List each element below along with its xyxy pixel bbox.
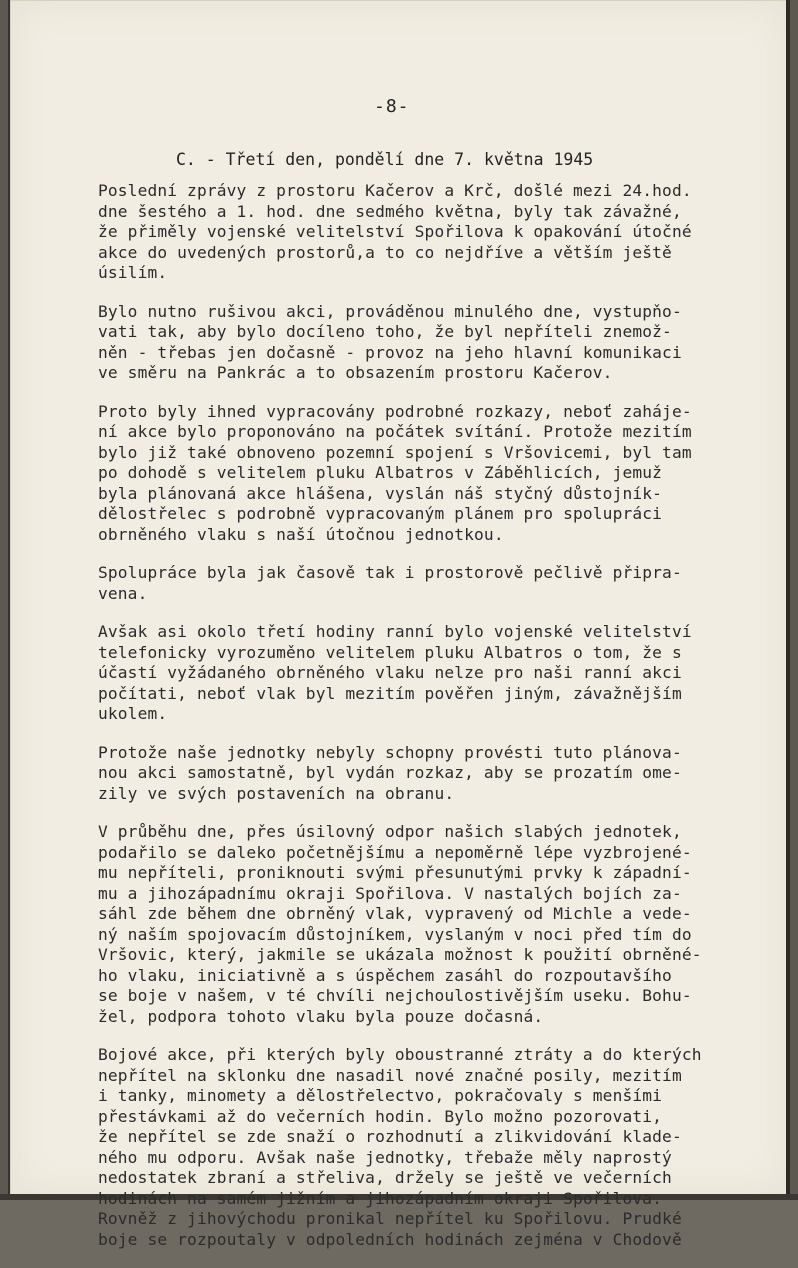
text-line: ný naším spojovacím důstojníkem, vyslaným v noci před tím do <box>98 924 692 944</box>
text-line: že nepřítel se zde snaží o rozhodnutí a zlikvidování klade- <box>98 1127 682 1146</box>
text-line: Protože naše jednotky nebyly schopny provésti tuto plánova- <box>98 742 682 762</box>
text-line: počítati, neboť vlak byl mezitím pověřen jiným, závažnějším <box>98 683 682 703</box>
paragraph <box>98 743 762 805</box>
text-line: akce do uvedených prostorů,a to co nejdříve a větším ještě <box>98 242 672 262</box>
text-line: hodinách na samém jižním a jihozápadním okraji Spořilova. <box>98 1188 663 1208</box>
text-line: telefonicky vyrozuměno velitelem pluku Albatros o tom, že s <box>98 642 682 662</box>
text-line: dělostřelec s podrobně vypracovaným plánem pro spolupráci <box>98 504 663 523</box>
text-line: ní akce bylo proponováno na počátek svítání. Protože mezitím <box>98 422 692 441</box>
text-line: něn - třebas jen dočasně - provoz na jeho hlavní komunikaci <box>98 342 682 362</box>
text-line: podařilo se daleko početnějšímu a nepoměrně lépe vyzbrojené- <box>98 842 692 862</box>
page-edge-left <box>8 0 10 1196</box>
text-line: nepřítel na sklonku dne nasadil nové značné posily, mezitím <box>98 1065 682 1085</box>
text-line: nedostatek zbraní a střeliva, držely se ještě ve večerních <box>98 1168 672 1187</box>
text-line: ve směru na Pankrác a to obsazením prostoru Kačerov. <box>98 363 613 382</box>
text-line: sáhl zde během dne obrněný vlak, vypravený od Michle a vede- <box>98 904 692 923</box>
paragraph <box>98 622 762 725</box>
paragraph <box>98 1045 762 1250</box>
text-line: Rovněž z jihovýchodu pronikal nepřítel ku Spořilovu. Prudké <box>98 1209 682 1228</box>
text-line: přestávkami až do večerních hodin. Bylo možno pozorovati, <box>98 1106 663 1126</box>
text-line: vena. <box>98 583 148 603</box>
paragraph <box>98 181 762 284</box>
paragraph <box>98 302 762 384</box>
text-line: úsilím. <box>98 263 168 282</box>
section-title: C. - Třetí den, pondělí dne 7. května 1945 <box>176 150 594 169</box>
text-line: Bylo nutno rušivou akci, prováděnou minulého dne, vystupňo- <box>98 301 682 321</box>
text-line: Poslední zprávy z prostoru Kačerov a Krč, došlé mezi 24.hod. <box>98 181 692 200</box>
text-line: Bojové akce, při kterých byly oboustranné ztráty a do kterých <box>98 1045 702 1064</box>
page-edge-right <box>786 0 790 1200</box>
text-line: obrněného vlaku s naší útočnou jednotkou. <box>98 524 504 544</box>
paragraph <box>98 402 762 546</box>
text-line: nou akci samostatně, byl vydán rozkaz, aby se prozatím ome- <box>98 763 682 782</box>
text-line: mu nepříteli, proniknouti svými přesunutými prvky k západní- <box>98 863 692 882</box>
text-line: se boje v našem, v té chvíli nejchoulostivějším useku. Bohu- <box>98 986 692 1005</box>
text-line: po dohodě s velitelem pluku Albatros v Záběhlicích, jemuž <box>98 463 663 482</box>
text-line: mu a jihozápadnímu okraji Spořilova. V nastalých bojích za- <box>98 883 682 903</box>
document-body <box>98 181 762 1268</box>
page-number: -8- <box>374 96 410 117</box>
paragraph <box>98 563 762 604</box>
text-line: ukolem. <box>98 704 168 723</box>
text-line: Proto byly ihned vypracovány podrobné rozkazy, neboť zaháje- <box>98 401 692 421</box>
paragraph <box>98 822 762 1027</box>
text-line: dne šestého a 1. hod. dne sedmého května, byly tak závažné, <box>98 201 682 221</box>
text-line: Avšak asi okolo třetí hodiny ranní bylo vojenské velitelství <box>98 622 692 641</box>
text-line: účastí vyžádaného obrněného vlaku nelze pro naši ranní akci <box>98 663 682 682</box>
text-line: že přiměly vojenské velitelství Spořilova k opakování útočné <box>98 222 692 241</box>
text-line: boje se rozpoutaly v odpoledních hodinách zejména v Chodově <box>98 1229 682 1249</box>
text-line: Spolupráce byla jak časově tak i prostorově pečlivě připra- <box>98 563 682 582</box>
text-line: i tanky, minomety a dělostřelectvo, pokračovaly s menšími <box>98 1086 663 1105</box>
text-line: zily ve svých postaveních na obranu. <box>98 783 455 803</box>
text-line: Vršovic, který, jakmile se ukázala možnost k použití obrněné- <box>98 945 702 964</box>
text-line: bylo již také obnoveno pozemní spojení s Vršovicemi, byl tam <box>98 442 692 462</box>
text-line: vati tak, aby bylo docíleno toho, že byl nepříteli znemož- <box>98 322 672 341</box>
text-line: ného mu odporu. Avšak naše jednotky, třebaže měly naprostý <box>98 1147 672 1167</box>
text-line: V průběhu dne, přes úsilovný odpor našich slabých jednotek, <box>98 822 682 841</box>
text-line: žel, podpora tohoto vlaku byla pouze dočasná. <box>98 1006 544 1026</box>
text-line: ho vlaku, iniciativně a s úspěchem zasáhl do rozpoutavšího <box>98 965 672 985</box>
text-line: byla plánovaná akce hlášena, vyslán náš styčný důstojník- <box>98 483 663 503</box>
